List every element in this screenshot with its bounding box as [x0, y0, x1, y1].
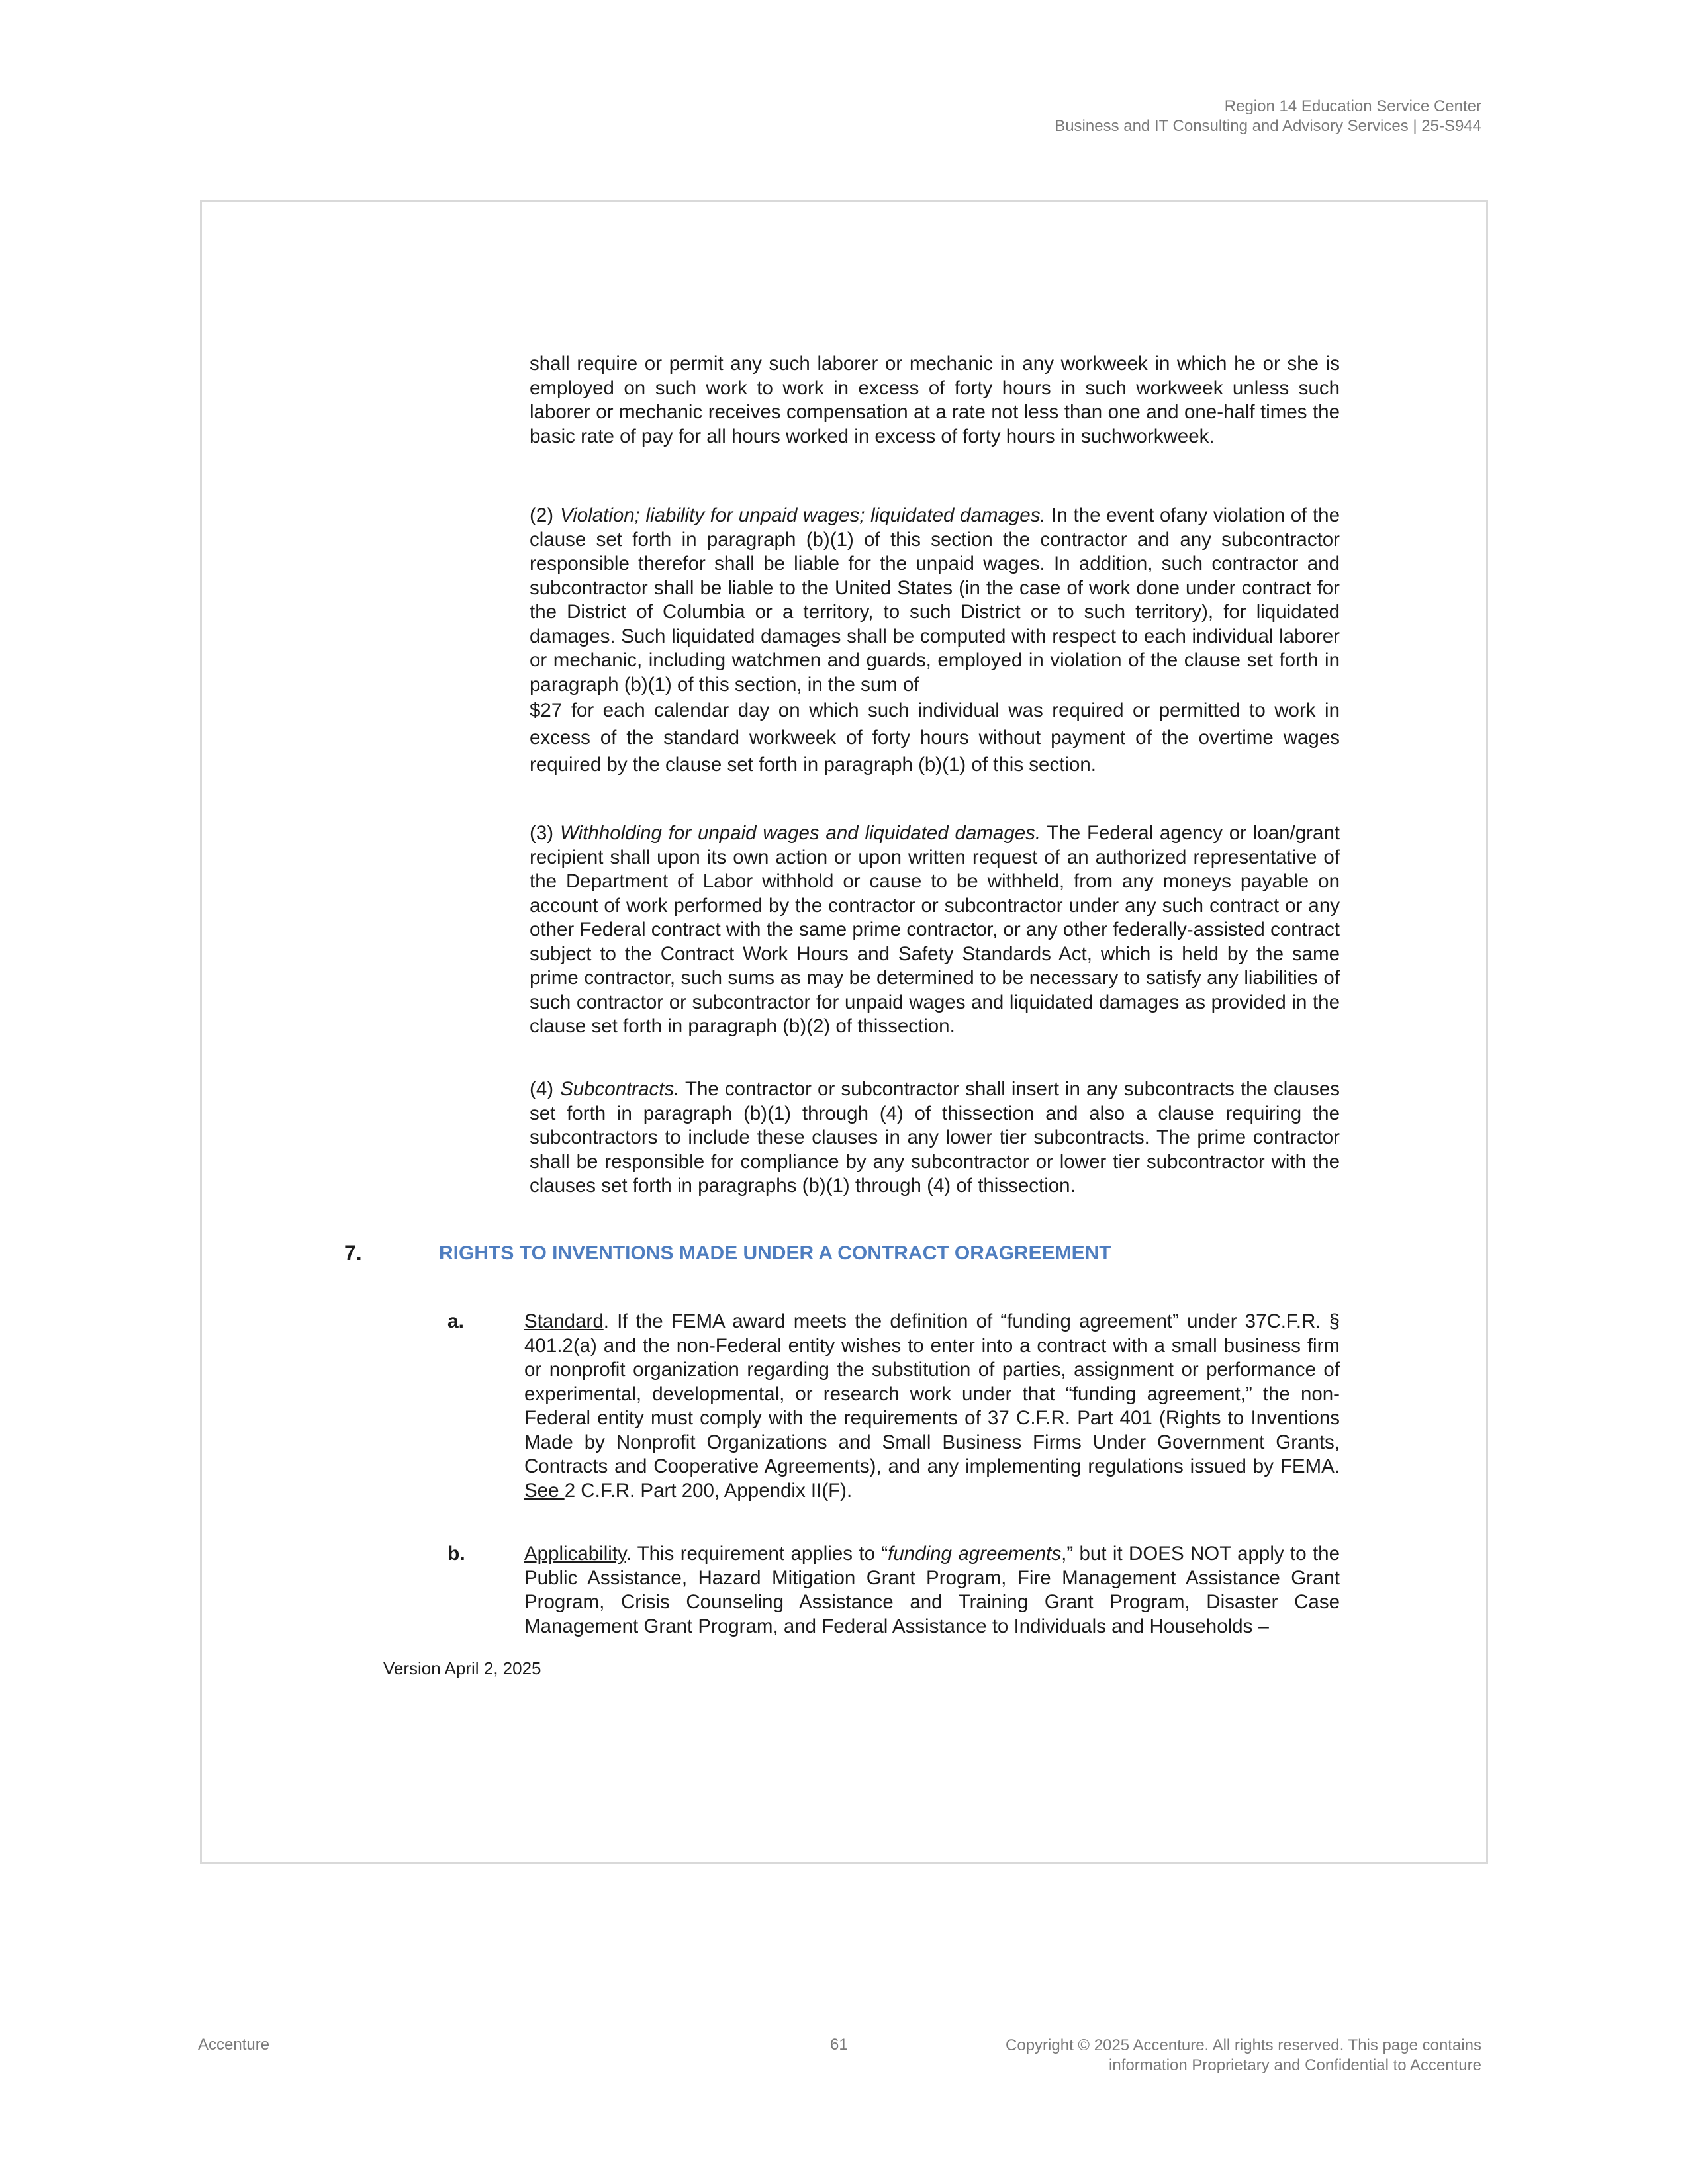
version-label: Version April 2, 2025 [383, 1659, 541, 1678]
paragraph-2-body [530, 504, 1340, 697]
paragraph-3-body [530, 821, 1340, 1039]
paragraph-4-number: (4) [530, 1078, 554, 1100]
paragraph-2-number: (2) [530, 504, 554, 526]
item-a [524, 1310, 1340, 1503]
paragraph-intro-text: shall require or permit any such laborer or mechanic in any workweek in which he or she is employed on such work to work in excess of forty hours in such workweek unless such laborer or mechanic receives compensation at a rate not less than one and one-half times the basic rate of pay for all hours worked in excess of forty hours in suchworkweek. [530, 353, 1340, 447]
header-project: Business and IT Consulting and Advisory Services | 25-S944 [1055, 117, 1481, 135]
header-organization: Region 14 Education Service Center [1224, 97, 1481, 115]
paragraph-4-heading: Subcontracts. [560, 1078, 680, 1100]
paragraph-2-heading: Violation; liability for unpaid wages; liquidated damages. [560, 504, 1046, 526]
item-b-heading: Applicability [524, 1543, 626, 1565]
item-b-letter: b. [447, 1543, 465, 1565]
item-b-text-2: ,” but it DOES NOT apply to the Public Assistance, Hazard Mitigation Grant Program, Fire Management Assistance Grant Program, Crisis Counseling Assistance and Training Grant Program, Disaster Case Management Grant Program, and Federal Assistance to Individuals and Households – [524, 1543, 1340, 1637]
paragraph-intro [530, 352, 1340, 449]
page-number: 61 [830, 2036, 848, 2054]
page-header [1055, 97, 1481, 136]
paragraph-4 [530, 1077, 1340, 1199]
footer-copyright-line-1: Copyright © 2025 Accenture. All rights reserved. This page contains [1006, 2036, 1481, 2054]
item-a-see: See [524, 1479, 565, 1502]
item-a-body [524, 1310, 1340, 1503]
paragraph-3 [530, 821, 1340, 1039]
item-b-text-1: . This requirement applies to “ [626, 1543, 888, 1565]
section-title: RIGHTS TO INVENTIONS MADE UNDER A CONTRACT ORAGREEMENT [439, 1242, 1111, 1264]
item-a-tail: 2 C.F.R. Part 200, Appendix II(F). [564, 1479, 853, 1502]
paragraph-2 [530, 504, 1340, 778]
item-b [524, 1542, 1340, 1639]
paragraph-2-text: In the event ofany violation of the clause set forth in paragraph (b)(1) of this section the contractor and any subcontractor responsible therefor shall be liable for the unpaid wages. In addition, such contractor and subcontractor shall be liable to the United States (in the case of work done under contract for the District of Columbia or a territory, to such District or to such territory), for liquidated damages. Such liquidated damages shall be computed with respect to each individual laborer or mechanic, including watchmen and guards, employed in violation of the clause set forth in paragraph (b)(1) of this section, in the sum of [530, 504, 1340, 696]
paragraph-4-text: The contractor or subcontractor shall insert in any subcontracts the clauses set forth in paragraph (b)(1) through (4) of thissection and also a clause requiring the subcontractors to include these clauses in any lower tier subcontracts. The prime contractor shall be responsible for compliance by any subcontractor or lower tier subcontractor with the clauses set forth in paragraphs (b)(1) through (4) of thissection. [530, 1078, 1340, 1197]
paragraph-3-number: (3) [530, 822, 554, 844]
item-b-body [524, 1542, 1340, 1639]
footer-company: Accenture [198, 2036, 270, 2054]
paragraph-3-heading: Withholding for unpaid wages and liquidated damages. [560, 822, 1041, 844]
paragraph-3-text: The Federal agency or loan/grant recipient shall upon its own action or upon written request of an authorized representative of the Department of Labor withhold or cause to be withheld, from any moneys payable on account of work performed by the contractor or subcontractor under any such contract or any other Federal contract with the same prime contractor, or any other federally-assisted contract subject to the Contract Work Hours and Safety Standards Act, which is held by the same prime contractor, such sums as may be determined to be necessary to satisfy any liabilities of such contractor or subcontractor for unpaid wages and liquidated damages as provided in the clause set forth in paragraph (b)(2) of thissection. [530, 822, 1340, 1037]
paragraph-4-body [530, 1077, 1340, 1199]
paragraph-2-continuation: $27 for each calendar day on which such individual was required or permitted to work in excess of the standard workweek of forty hours without payment of the overtime wages required by the clause set forth in paragraph (b)(1) of this section. [530, 700, 1340, 776]
item-a-letter: a. [447, 1310, 465, 1332]
item-a-heading: Standard [524, 1310, 604, 1332]
section-number: 7. [344, 1241, 362, 1265]
footer-copyright [1006, 2036, 1481, 2075]
footer-copyright-line-2: information Proprietary and Confidential to Accenture [1109, 2056, 1481, 2074]
item-b-italic: funding agreements [888, 1543, 1062, 1565]
item-a-text: . If the FEMA award meets the definition of “funding agreement” under 37C.F.R. § 401.2(a) and the non-Federal entity wishes to enter into a contract with a small business firm or nonprofit organization regarding the substitution of parties, assignment or performance of experimental, developmental, or research work under that “funding agreement,” the non- Federal entity must comply with the requirements of 37 C.F.R. Part 401 (Rights to Inventions Made by Nonprofit Organizations and Small Business Firms Under Government Grants, Contracts and Cooperative Agreements), and any implementing regulations issued by FEMA. [524, 1310, 1340, 1477]
